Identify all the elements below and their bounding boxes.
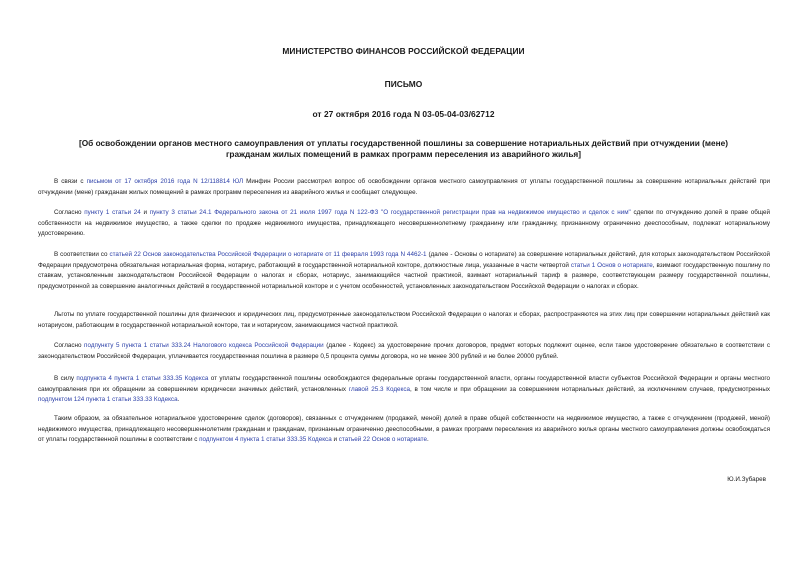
text: Таким образом, за обязательное нотариальное удостоверение сделок (договоров), связанных с отчуждением (продажей, меной) долей в праве общей собственности на недвижимое имущество, а также с отчуждением (продажей, меной) недвижимого имущества, принадлежащего несовершеннолетним гражданам и гражданам, признанным ограниченно дееспособными, в рамках программ переселения из аварийного жилья органы местного самоуправления должны освобождаться от уплаты государственной пошлины в соответствии с <box>38 415 770 444</box>
text: Согласно <box>54 209 85 216</box>
paragraph-5 <box>38 341 770 362</box>
text: . <box>427 436 429 444</box>
link-notary-basics-art22[interactable]: статьей 22 Основ законодательства Российской Федерации о нотариате от 11 февраля 1993 года N 4462-1 <box>109 251 427 258</box>
paragraph-1 <box>38 177 770 198</box>
text: В связи с <box>54 178 87 185</box>
paragraph-6 <box>38 374 770 406</box>
text: Льготы по уплате государственной пошлины для физических и юридических лиц, предусмотренные законодательством Российской Федерации о налогах и сборах, распространяются на этих лиц при совершении нотариальных действий как нотариусом, работающим в государственной нотариальной конторе, так и нотариусом, занимающимся частной практикой. <box>38 311 770 329</box>
text: . <box>177 396 180 404</box>
paragraph-3 <box>38 250 770 292</box>
document-type-heading: ПИСЬМО <box>384 79 423 89</box>
link-tax-code-333-35-conclusion[interactable]: подпунктом 4 пункта 1 статьи 333.35 Кодекса <box>199 436 332 444</box>
paragraph-7 <box>38 414 770 446</box>
paragraph-4 <box>38 310 770 331</box>
link-chapter-25-3[interactable]: главой 25.3 Кодекса <box>348 385 410 393</box>
text: сделки по отчуждению долей в праве общей собственности на недвижимое имущество, а также сделки по продаже недвижимого имущества, принадлежащего несовершеннолетнему гражданину или гражданину, признанному ограниченно дееспособным, подлежат нотариальному удостоверению. <box>38 209 770 238</box>
text: и <box>140 209 150 216</box>
link-tax-code-333-35[interactable]: подпункта 4 пункта 1 статьи 333.35 Кодекса <box>76 375 209 382</box>
ministry-heading: МИНИСТЕРСТВО ФИНАНСОВ РОССИЙСКОЙ ФЕДЕРАЦИИ <box>282 46 525 56</box>
text: В соответствии со <box>54 251 110 258</box>
text: Согласно <box>54 342 85 349</box>
text: В силу <box>54 375 77 382</box>
signature: Ю.И.Зубарев <box>727 476 766 483</box>
subject-heading: [Об освобождении органов местного самоуправления от уплаты государственной пошлины за совершение нотариальных действий при отчуждении (мене) гражданам жилых помещений в рамках программ переселения из аварийного жилья] <box>78 138 729 159</box>
link-notary-basics-art1[interactable]: статьи 1 Основ о нотариате <box>570 261 653 269</box>
link-tax-code-333-33[interactable]: подпунктом 124 пункта 1 статьи 333.33 Кодекса <box>38 396 178 404</box>
paragraph-2 <box>38 208 770 240</box>
link-law-122fz[interactable]: пункту 3 статьи 24.1 Федерального закона от 21 июля 1997 года N 122-ФЗ "О государственной регистрации прав на недвижимое имущество и сделок с ним" <box>149 209 631 216</box>
link-notary-basics-art22-conclusion[interactable]: статьей 22 Основ о нотариате <box>338 436 427 444</box>
text: (далее - Основы о нотариате) за совершение нотариальных действий, для которых законодательством Российской Федерации предусмотрена обязательная нотариальная форма, нотариус, работающий в государственной нотариальной конторе, должностные лица, указанные в части четвертой <box>38 251 770 269</box>
text: , в том числе и при обращении за совершением нотариальных действий, за исключением случаев, предусмотренных <box>409 385 770 393</box>
link-article-24[interactable]: пункту 1 статьи 24 <box>84 209 141 216</box>
text: от уплаты государственной пошлины освобождаются федеральные органы государственной власти, органы государственной власти субъектов Российской Федерации и органы местного самоуправления при их обращении за совершением юридически значимых действий, установленных <box>38 375 770 393</box>
date-number-heading: от 27 октября 2016 года N 03-05-04-03/62712 <box>312 109 495 119</box>
text: и <box>331 436 339 444</box>
link-tax-code-333-24[interactable]: подпункту 5 пункта 1 статьи 333.24 Налогового кодекса Российской Федерации <box>84 342 324 349</box>
link-letter-ref[interactable]: письмом от 17 октября 2016 года N 12/118814 ЮЛ <box>86 178 244 185</box>
text: , взимают государственную пошлину по ставкам, установленным законодательством Российской Федерации о налогах и сборах, нотариус, занимающийся частной практикой, взимает нотариальный тариф в размере, соответствующем размеру государственной пошлины, предусмотренной за совершение аналогичных действий в государственной нотариальной конторе и с учетом особенностей, установленных законодательством Российской Федерации о налогах и сборах. <box>38 261 770 290</box>
text: Минфин России рассмотрел вопрос об освобождении органов местного самоуправления от уплаты государственной пошлины за совершение нотариальных действий при отчуждении (мене) гражданам жилых помещений в рамках программ переселения из аварийного жилья и сообщает следующее. <box>38 178 770 196</box>
text: (далее - Кодекс) за удостоверение прочих договоров, предмет которых подлежит оценке, если такое удостоверение обязательно в соответствии с законодательством Российской Федерации, уплачивается государственная пошлина в размере 0,5 процента суммы договора, но не менее 300 рублей и не более 20000 рублей. <box>38 342 770 360</box>
